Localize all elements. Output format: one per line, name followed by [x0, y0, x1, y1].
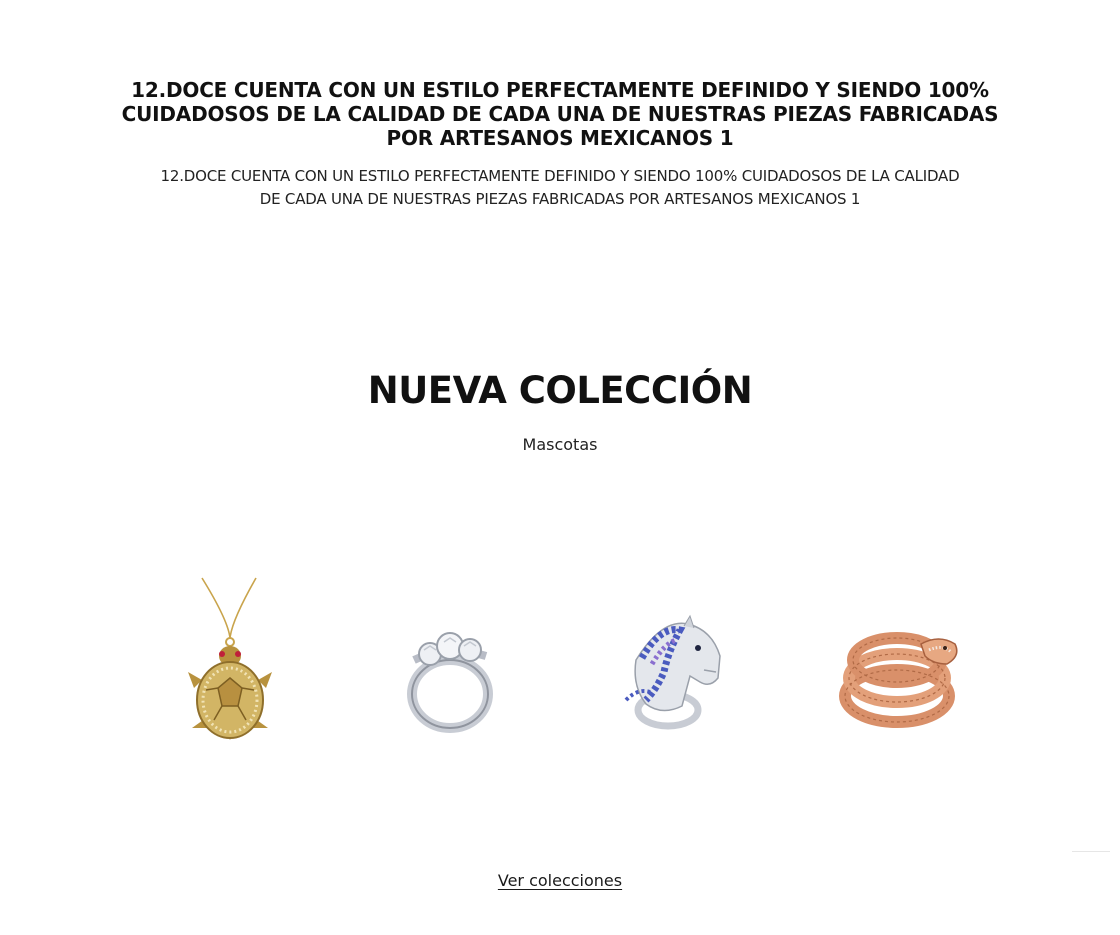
view-collections-link[interactable]: Ver colecciones [497, 871, 623, 890]
product-turtle-pendant[interactable] [130, 560, 330, 760]
product-horse-ring[interactable] [572, 560, 772, 760]
rose-gold-snake-ring-image [797, 560, 997, 760]
product-grid [0, 560, 1120, 760]
intro-subtext: 12.DOCE CUENTA CON UN ESTILO PERFECTAMENTE DEFINIDO Y SIENDO 100% CUIDADOSOS DE LA CALIDAD DE CADA UNA DE NUESTRAS PIEZAS FABRICADAS POR ARTESANOS MEXICANOS 1 [160, 167, 960, 208]
product-silver-ring[interactable] [348, 560, 548, 760]
view-collections [0, 870, 1120, 892]
intro-heading: 12.DOCE CUENTA CON UN ESTILO PERFECTAMENTE DEFINIDO Y SIENDO 100% CUIDADOSOS DE LA CALIDAD DE CADA UNA DE NUESTRAS PIEZAS FABRICADAS POR ARTESANOS MEXICANOS 1 [121, 78, 999, 150]
edge-divider [1072, 851, 1110, 852]
turtle-pendant-necklace-image [130, 560, 330, 760]
intro-section [0, 78, 1120, 211]
product-snake-ring[interactable] [797, 560, 997, 760]
collection-subtitle: Mascotas [522, 435, 598, 454]
horse-gemstone-ring-image [572, 560, 772, 760]
silver-three-stone-ring-image [348, 560, 548, 760]
collection-title: NUEVA COLECCIÓN [367, 369, 753, 412]
